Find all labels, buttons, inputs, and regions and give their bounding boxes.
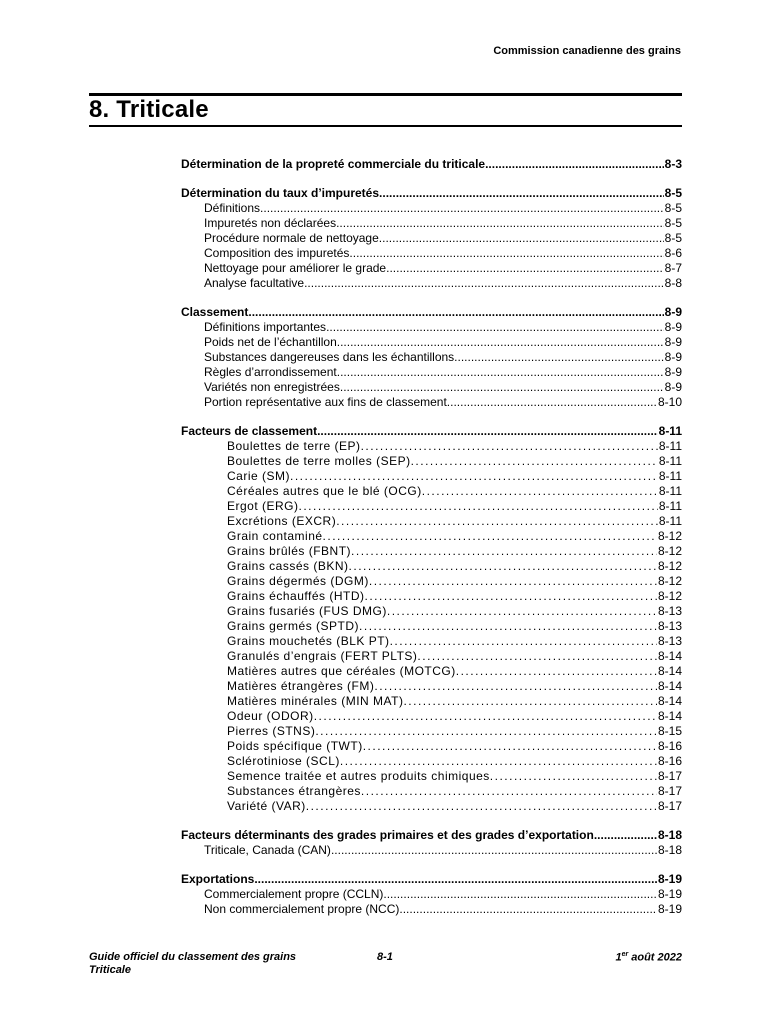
toc-entry[interactable]	[181, 335, 682, 350]
toc-entry-label: Sclérotiniose (SCL)	[227, 754, 340, 768]
toc-dot-leader	[299, 499, 658, 514]
toc-entry-page: 8-18	[657, 843, 682, 857]
toc-dot-leader	[290, 469, 658, 484]
toc-entry-page: 8-5	[664, 201, 682, 215]
footer-date-sup: er	[621, 951, 629, 958]
toc-entry-label: Substances étrangères	[227, 784, 361, 798]
footer-date-day: 1	[615, 951, 622, 964]
toc-entry-label: Classement	[181, 305, 249, 319]
toc-dot-leader	[399, 902, 657, 917]
toc-entry-page: 8-8	[664, 276, 682, 290]
toc-entry-label: Variété (VAR)	[227, 799, 306, 813]
toc-entry-label: Détermination de la propreté commerciale du triticale	[181, 157, 486, 171]
toc-dot-leader	[456, 664, 657, 679]
toc-dot-leader	[337, 365, 664, 380]
toc-entry[interactable]	[181, 395, 682, 410]
toc-entry-label: Facteurs déterminants des grades primaires et des grades d’exportation	[181, 828, 594, 842]
toc-entry-label: Matières étrangères (FM)	[227, 679, 375, 693]
toc-section	[181, 186, 682, 291]
toc-entry[interactable]	[181, 514, 682, 529]
toc-entry-label: Non commercialement propre (NCC)	[204, 902, 400, 916]
toc-entry[interactable]	[181, 157, 682, 172]
toc-dot-leader	[411, 454, 658, 469]
toc-entry-label: Grains dégermés (DGM)	[227, 574, 369, 588]
toc-dot-leader	[337, 335, 664, 350]
footer-guide-line1: Guide officiel du classement des grains	[89, 951, 297, 963]
toc-entry[interactable]	[181, 559, 682, 574]
toc-entry-page: 8-5	[664, 186, 682, 200]
toc-entry[interactable]	[181, 887, 682, 902]
toc-entry-page: 8-13	[657, 604, 682, 618]
toc-entry-label: Poids spécifique (TWT)	[227, 739, 363, 753]
toc-entry-label: Grains brûlés (FBNT)	[227, 544, 352, 558]
toc-entry[interactable]	[181, 709, 682, 724]
toc-dot-leader	[349, 559, 657, 574]
toc-entry-label: Commercialement propre (CCLN)	[204, 887, 384, 901]
toc-dot-leader	[361, 439, 658, 454]
toc-entry[interactable]	[181, 828, 682, 843]
toc-entry[interactable]	[181, 201, 682, 216]
toc-entry-page: 8-9	[664, 350, 682, 364]
toc-dot-leader	[485, 157, 664, 172]
toc-entry[interactable]	[181, 724, 682, 739]
toc-entry[interactable]	[181, 454, 682, 469]
toc-dot-leader	[314, 709, 657, 724]
toc-dot-leader	[383, 887, 657, 902]
toc-entry[interactable]	[181, 499, 682, 514]
toc-entry-label: Grains cassés (BKN)	[227, 559, 349, 573]
toc-section	[181, 157, 682, 172]
running-header: Commission canadienne des grains	[493, 45, 681, 57]
toc-dot-leader	[403, 694, 657, 709]
toc-entry-page: 8-17	[657, 769, 682, 783]
toc-dot-leader	[379, 186, 664, 201]
toc-dot-leader	[422, 484, 658, 499]
toc-dot-leader	[359, 619, 657, 634]
toc-entry[interactable]	[181, 424, 682, 439]
toc-entry-label: Définitions	[204, 201, 261, 215]
toc-entry[interactable]	[181, 754, 682, 769]
toc-entry[interactable]	[181, 619, 682, 634]
toc-entry-label: Triticale, Canada (CAN)	[204, 843, 331, 857]
toc-entry[interactable]	[181, 694, 682, 709]
toc-dot-leader	[490, 769, 657, 784]
toc-entry[interactable]	[181, 186, 682, 201]
toc-dot-leader	[326, 320, 664, 335]
toc-entry[interactable]	[181, 649, 682, 664]
toc-dot-leader	[390, 634, 657, 649]
toc-entry-label: Boulettes de terre molles (SEP)	[227, 454, 411, 468]
toc-entry[interactable]	[181, 231, 682, 246]
toc-entry[interactable]	[181, 739, 682, 754]
toc-entry-page: 8-16	[657, 754, 682, 768]
toc-dot-leader	[374, 679, 657, 694]
toc-entry[interactable]	[181, 320, 682, 335]
footer-date	[615, 951, 682, 964]
toc-entry-label: Composition des impuretés	[204, 246, 350, 260]
toc-dot-leader	[254, 872, 657, 887]
toc-entry-label: Excrétions (EXCR)	[227, 514, 337, 528]
toc-entry[interactable]	[181, 872, 682, 887]
toc-entry-label: Définitions importantes	[204, 320, 327, 334]
toc-entry-label: Grains fusariés (FUS DMG)	[227, 604, 387, 618]
toc-entry-label: Impuretés non déclarées	[204, 216, 337, 230]
toc-entry-label: Variétés non enregistrées	[204, 380, 340, 394]
toc-entry-page: 8-10	[657, 395, 682, 409]
toc-entry[interactable]	[181, 574, 682, 589]
toc-entry-page: 8-9	[664, 320, 682, 334]
toc-entry-label: Grain contaminé	[227, 529, 323, 543]
toc-entry-page: 8-5	[664, 216, 682, 230]
toc-entry[interactable]	[181, 679, 682, 694]
toc-dot-leader	[361, 784, 657, 799]
toc-entry-page: 8-13	[657, 634, 682, 648]
toc-dot-leader	[315, 724, 657, 739]
toc-entry[interactable]	[181, 529, 682, 544]
toc-entry-label: Céréales autres que le blé (OCG)	[227, 484, 422, 498]
toc-dot-leader	[447, 395, 657, 410]
toc-dot-leader	[336, 216, 664, 231]
toc-entry[interactable]	[181, 784, 682, 799]
toc-entry-page: 8-11	[658, 439, 682, 453]
toc-entry-page: 8-12	[657, 559, 682, 573]
toc-entry-label: Exportations	[181, 872, 255, 886]
toc-entry-page: 8-17	[657, 784, 682, 798]
toc-entry-page: 8-11	[658, 469, 682, 483]
toc-entry[interactable]	[181, 246, 682, 261]
toc-entry[interactable]	[181, 276, 682, 291]
toc-entry-page: 8-14	[657, 679, 682, 693]
toc-entry-page: 8-14	[657, 649, 682, 663]
toc-entry-label: Règles d’arrondissement	[204, 365, 337, 379]
toc-entry-label: Matières minérales (MIN MAT)	[227, 694, 404, 708]
chapter-title: 8. Triticale	[89, 96, 209, 123]
toc-entry[interactable]	[181, 589, 682, 604]
toc-section	[181, 872, 682, 917]
toc-dot-leader	[304, 276, 664, 291]
toc-dot-leader	[365, 589, 657, 604]
toc-entry-page: 8-14	[657, 709, 682, 723]
toc-entry-page: 8-17	[657, 799, 682, 813]
footer-date-rest: août 2022	[628, 951, 682, 964]
toc-dot-leader	[417, 649, 657, 664]
toc-entry[interactable]	[181, 305, 682, 320]
chapter-bottom-rule	[89, 125, 682, 127]
toc-dot-leader	[340, 380, 664, 395]
toc-entry-label: Carie (SM)	[227, 469, 291, 483]
toc-dot-leader	[369, 574, 657, 589]
toc-dot-leader	[340, 754, 657, 769]
toc-entry-page: 8-7	[664, 261, 682, 275]
toc-entry-page: 8-3	[664, 157, 682, 171]
toc-entry[interactable]	[181, 469, 682, 484]
toc-entry-page: 8-19	[657, 887, 682, 901]
toc-entry-page: 8-6	[664, 246, 682, 260]
toc-dot-leader	[349, 246, 663, 261]
toc-entry-label: Nettoyage pour améliorer le grade	[204, 261, 387, 275]
toc-entry-page: 8-19	[657, 902, 682, 916]
toc-entry-label: Analyse facultative	[204, 276, 305, 290]
toc-entry-label: Boulettes de terre (EP)	[227, 439, 361, 453]
toc-entry-label: Grains mouchetés (BLK PT)	[227, 634, 390, 648]
toc-entry-page: 8-11	[658, 484, 682, 498]
toc-dot-leader	[323, 529, 657, 544]
toc-entry-label: Procédure normale de nettoyage	[204, 231, 379, 245]
toc-dot-leader	[336, 514, 658, 529]
toc-entry[interactable]	[181, 664, 682, 679]
toc-entry-page: 8-15	[657, 724, 682, 738]
toc-entry-label: Facteurs de classement	[181, 424, 318, 438]
toc-entry[interactable]	[181, 380, 682, 395]
footer-guide-line2: Triticale	[89, 964, 131, 976]
toc-entry[interactable]	[181, 484, 682, 499]
toc-entry-label: Odeur (ODOR)	[227, 709, 314, 723]
toc-entry[interactable]	[181, 365, 682, 380]
toc-entry-label: Poids net de l’échantillon	[204, 335, 337, 349]
toc-entry-page: 8-11	[658, 499, 682, 513]
toc-entry[interactable]	[181, 544, 682, 559]
toc-entry-page: 8-9	[664, 380, 682, 394]
toc-entry[interactable]	[181, 604, 682, 619]
toc-entry-label: Grains germés (SPTD)	[227, 619, 360, 633]
toc-entry[interactable]	[181, 350, 682, 365]
toc-entry-page: 8-9	[664, 335, 682, 349]
toc-entry-label: Granulés d’engrais (FERT PLTS)	[227, 649, 418, 663]
toc-entry-label: Ergot (ERG)	[227, 499, 299, 513]
toc-entry-label: Portion représentative aux fins de classement	[204, 395, 447, 409]
toc-entry-page: 8-13	[657, 619, 682, 633]
toc-entry-page: 8-12	[657, 574, 682, 588]
toc-entry-label: Grains échauffés (HTD)	[227, 589, 365, 603]
toc-entry[interactable]	[181, 216, 682, 231]
toc-entry[interactable]	[181, 799, 682, 814]
toc-entry-label: Détermination du taux d’impuretés	[181, 186, 380, 200]
toc-entry-page: 8-9	[664, 305, 682, 319]
toc-dot-leader	[454, 350, 663, 365]
toc-dot-leader	[386, 261, 664, 276]
toc-entry-page: 8-11	[658, 514, 682, 528]
toc-entry-page: 8-11	[658, 454, 682, 468]
toc-entry[interactable]	[181, 261, 682, 276]
toc-entry-page: 8-9	[664, 365, 682, 379]
toc-dot-leader	[379, 231, 664, 246]
footer-guide-title	[89, 951, 296, 977]
toc-dot-leader	[594, 828, 657, 843]
toc-entry-label: Semence traitée et autres produits chimiques	[227, 769, 490, 783]
toc-entry[interactable]	[181, 634, 682, 649]
toc-entry-label: Matières autres que céréales (MOTCG)	[227, 664, 456, 678]
toc-entry-page: 8-12	[657, 589, 682, 603]
toc-entry-page: 8-12	[657, 544, 682, 558]
toc-dot-leader	[387, 604, 657, 619]
toc-entry[interactable]	[181, 439, 682, 454]
toc-dot-leader	[363, 739, 657, 754]
toc-entry[interactable]	[181, 902, 682, 917]
footer-page-number: 8-1	[377, 951, 393, 963]
toc-entry-page: 8-12	[657, 529, 682, 543]
toc-entry-label: Pierres (STNS)	[227, 724, 316, 738]
toc-entry[interactable]	[181, 843, 682, 858]
toc-section	[181, 305, 682, 410]
toc-dot-leader	[248, 305, 663, 320]
toc-entry-page: 8-19	[657, 872, 682, 886]
toc-dot-leader	[317, 424, 658, 439]
toc-entry-page: 8-14	[657, 694, 682, 708]
toc-entry-page: 8-11	[658, 424, 682, 438]
toc-section	[181, 828, 682, 858]
toc-dot-leader	[260, 201, 664, 216]
toc-dot-leader	[306, 799, 657, 814]
table-of-contents	[181, 157, 682, 931]
toc-entry-label: Substances dangereuses dans les échantillons	[204, 350, 455, 364]
toc-entry[interactable]	[181, 769, 682, 784]
toc-entry-page: 8-18	[657, 828, 682, 842]
toc-section	[181, 424, 682, 814]
toc-dot-leader	[331, 843, 657, 858]
toc-entry-page: 8-14	[657, 664, 682, 678]
toc-entry-page: 8-16	[657, 739, 682, 753]
toc-entry-page: 8-5	[664, 231, 682, 245]
toc-dot-leader	[351, 544, 657, 559]
